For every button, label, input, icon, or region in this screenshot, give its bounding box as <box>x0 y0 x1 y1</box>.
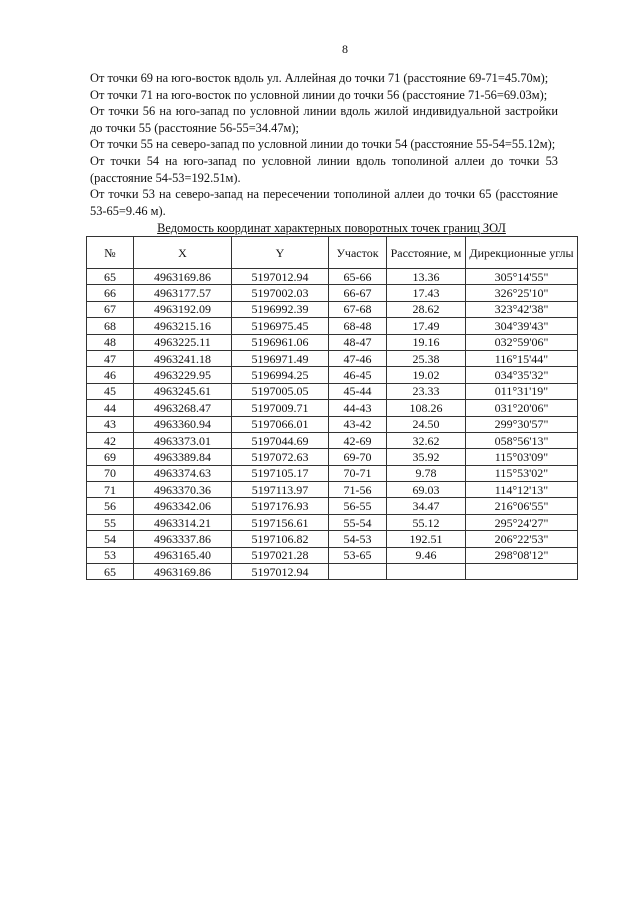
cell-segment: 69-70 <box>329 449 387 465</box>
cell-segment: 70-71 <box>329 465 387 481</box>
cell-angle: 216°06'55" <box>466 498 578 514</box>
cell-segment: 47-46 <box>329 350 387 366</box>
cell-distance: 24.50 <box>387 416 466 432</box>
cell-distance: 23.33 <box>387 383 466 399</box>
cell-distance: 9.46 <box>387 547 466 563</box>
paragraph: От точки 69 на юго-восток вдоль ул. Аллейная до точки 71 (расстояние 69-71=45.70м); <box>90 71 549 85</box>
cell-distance: 69.03 <box>387 482 466 498</box>
paragraph: От точки 55 на северо-запад по условной линии до точки 54 (расстояние 55-54=55.12м); <box>90 137 556 152</box>
table-title: Ведомость координат характерных поворотных точек границ ЗОЛ <box>157 221 506 235</box>
cell-angle: 032°59'06" <box>466 334 578 350</box>
table-row <box>87 269 578 285</box>
cell-x: 4963374.63 <box>134 465 232 481</box>
header-segment: Участок <box>329 237 387 269</box>
cell-angle: 031°20'06" <box>466 400 578 416</box>
cell-number: 56 <box>87 498 134 514</box>
table-row <box>87 498 578 514</box>
cell-angle: 011°31'19" <box>466 383 578 399</box>
cell-y: 5196971.49 <box>232 350 329 366</box>
table-row <box>87 367 578 383</box>
cell-x: 4963268.47 <box>134 400 232 416</box>
paragraph: От точки 56 на юго-запад по условной линии вдоль жилой индивидуальной застройки до точки 55 (расстояние 56-55=34.47м); <box>90 104 558 135</box>
cell-number: 53 <box>87 547 134 563</box>
cell-angle: 299°30'57" <box>466 416 578 432</box>
cell-angle: 115°53'02" <box>466 465 578 481</box>
cell-y: 5197176.93 <box>232 498 329 514</box>
cell-y: 5197021.28 <box>232 547 329 563</box>
paragraph: От точки 71 на юго-восток по условной линии до точки 56 (расстояние 71-56=69.03м); <box>90 87 548 102</box>
cell-x: 4963192.09 <box>134 301 232 317</box>
cell-angle: 206°22'53" <box>466 531 578 547</box>
table-row <box>87 383 578 399</box>
cell-number: 67 <box>87 301 134 317</box>
cell-y: 5196994.25 <box>232 367 329 383</box>
cell-number: 65 <box>87 564 134 580</box>
cell-y: 5196975.45 <box>232 318 329 334</box>
cell-angle: 115°03'09" <box>466 449 578 465</box>
header-angle: Дирекционные углы <box>466 237 578 269</box>
cell-angle: 298°08'12" <box>466 547 578 563</box>
cell-angle: 034°35'32" <box>466 367 578 383</box>
cell-y: 5197044.69 <box>232 432 329 448</box>
header-y: Y <box>232 237 329 269</box>
cell-segment: 71-56 <box>329 482 387 498</box>
cell-distance: 35.92 <box>387 449 466 465</box>
cell-segment: 43-42 <box>329 416 387 432</box>
cell-x: 4963342.06 <box>134 498 232 514</box>
header-x: X <box>134 237 232 269</box>
cell-distance: 192.51 <box>387 531 466 547</box>
cell-angle: 326°25'10" <box>466 285 578 301</box>
cell-segment: 68-48 <box>329 318 387 334</box>
cell-x: 4963169.86 <box>134 564 232 580</box>
header-distance: Расстояние, м <box>387 237 466 269</box>
table-row <box>87 285 578 301</box>
cell-distance: 25.38 <box>387 350 466 366</box>
table-row <box>87 564 578 580</box>
cell-x: 4963245.61 <box>134 383 232 399</box>
cell-y: 5197002.03 <box>232 285 329 301</box>
cell-angle: 305°14'55" <box>466 269 578 285</box>
cell-x: 4963314.21 <box>134 514 232 530</box>
body-text <box>90 70 558 219</box>
table-header-row <box>87 237 578 269</box>
table-row <box>87 547 578 563</box>
cell-number: 65 <box>87 269 134 285</box>
cell-segment: 56-55 <box>329 498 387 514</box>
cell-number: 66 <box>87 285 134 301</box>
cell-distance: 9.78 <box>387 465 466 481</box>
cell-number: 48 <box>87 334 134 350</box>
paragraph: От точки 53 на северо-запад на пересечении тополиной аллеи до точки 65 (расстояние 53-65=9.46 м). <box>90 187 558 218</box>
cell-segment: 66-67 <box>329 285 387 301</box>
table-row <box>87 334 578 350</box>
cell-x: 4963241.18 <box>134 350 232 366</box>
paragraph: От точки 54 на юго-запад по условной линии вдоль тополиной аллеи до точки 53 (расстояние 54-53=192.51м). <box>90 153 558 185</box>
cell-x: 4963370.36 <box>134 482 232 498</box>
cell-x: 4963165.40 <box>134 547 232 563</box>
table-row <box>87 514 578 530</box>
cell-number: 55 <box>87 514 134 530</box>
coordinates-table <box>86 236 578 580</box>
cell-x: 4963177.57 <box>134 285 232 301</box>
table-row <box>87 301 578 317</box>
cell-segment <box>329 564 387 580</box>
cell-segment: 48-47 <box>329 334 387 350</box>
cell-number: 69 <box>87 449 134 465</box>
cell-x: 4963389.84 <box>134 449 232 465</box>
table-row <box>87 318 578 334</box>
cell-y: 5197066.01 <box>232 416 329 432</box>
cell-distance: 55.12 <box>387 514 466 530</box>
cell-segment: 54-53 <box>329 531 387 547</box>
table-row <box>87 416 578 432</box>
cell-distance <box>387 564 466 580</box>
cell-distance: 13.36 <box>387 269 466 285</box>
cell-distance: 17.49 <box>387 318 466 334</box>
cell-distance: 19.02 <box>387 367 466 383</box>
cell-angle: 304°39'43" <box>466 318 578 334</box>
cell-y: 5197005.05 <box>232 383 329 399</box>
cell-segment: 44-43 <box>329 400 387 416</box>
cell-y: 5197009.71 <box>232 400 329 416</box>
cell-angle: 114°12'13" <box>466 482 578 498</box>
cell-number: 43 <box>87 416 134 432</box>
cell-number: 54 <box>87 531 134 547</box>
header-number: № <box>87 237 134 269</box>
cell-x: 4963360.94 <box>134 416 232 432</box>
table-row <box>87 432 578 448</box>
cell-number: 42 <box>87 432 134 448</box>
cell-y: 5196961.06 <box>232 334 329 350</box>
cell-distance: 34.47 <box>387 498 466 514</box>
cell-segment: 42-69 <box>329 432 387 448</box>
table-row <box>87 531 578 547</box>
cell-x: 4963215.16 <box>134 318 232 334</box>
cell-x: 4963373.01 <box>134 432 232 448</box>
cell-y: 5197105.17 <box>232 465 329 481</box>
cell-y: 5197156.61 <box>232 514 329 530</box>
cell-distance: 108.26 <box>387 400 466 416</box>
cell-distance: 32.62 <box>387 432 466 448</box>
cell-x: 4963169.86 <box>134 269 232 285</box>
cell-number: 45 <box>87 383 134 399</box>
cell-number: 68 <box>87 318 134 334</box>
table-row <box>87 350 578 366</box>
cell-angle: 116°15'44" <box>466 350 578 366</box>
cell-number: 70 <box>87 465 134 481</box>
table-row <box>87 482 578 498</box>
cell-angle: 323°42'38" <box>466 301 578 317</box>
table-row <box>87 449 578 465</box>
cell-y: 5197113.97 <box>232 482 329 498</box>
cell-y: 5196992.39 <box>232 301 329 317</box>
cell-distance: 17.43 <box>387 285 466 301</box>
table-row <box>87 465 578 481</box>
cell-angle: 295°24'27" <box>466 514 578 530</box>
cell-angle: 058°56'13" <box>466 432 578 448</box>
cell-y: 5197012.94 <box>232 564 329 580</box>
page-number: 8 <box>342 42 348 56</box>
cell-segment: 55-54 <box>329 514 387 530</box>
cell-distance: 19.16 <box>387 334 466 350</box>
cell-segment: 45-44 <box>329 383 387 399</box>
cell-segment: 67-68 <box>329 301 387 317</box>
cell-distance: 28.62 <box>387 301 466 317</box>
cell-segment: 46-45 <box>329 367 387 383</box>
cell-y: 5197072.63 <box>232 449 329 465</box>
cell-number: 46 <box>87 367 134 383</box>
cell-segment: 53-65 <box>329 547 387 563</box>
cell-angle <box>466 564 578 580</box>
cell-y: 5197106.82 <box>232 531 329 547</box>
cell-number: 71 <box>87 482 134 498</box>
cell-number: 47 <box>87 350 134 366</box>
cell-number: 44 <box>87 400 134 416</box>
cell-x: 4963229.95 <box>134 367 232 383</box>
table-row <box>87 400 578 416</box>
cell-x: 4963337.86 <box>134 531 232 547</box>
cell-x: 4963225.11 <box>134 334 232 350</box>
cell-y: 5197012.94 <box>232 269 329 285</box>
cell-segment: 65-66 <box>329 269 387 285</box>
